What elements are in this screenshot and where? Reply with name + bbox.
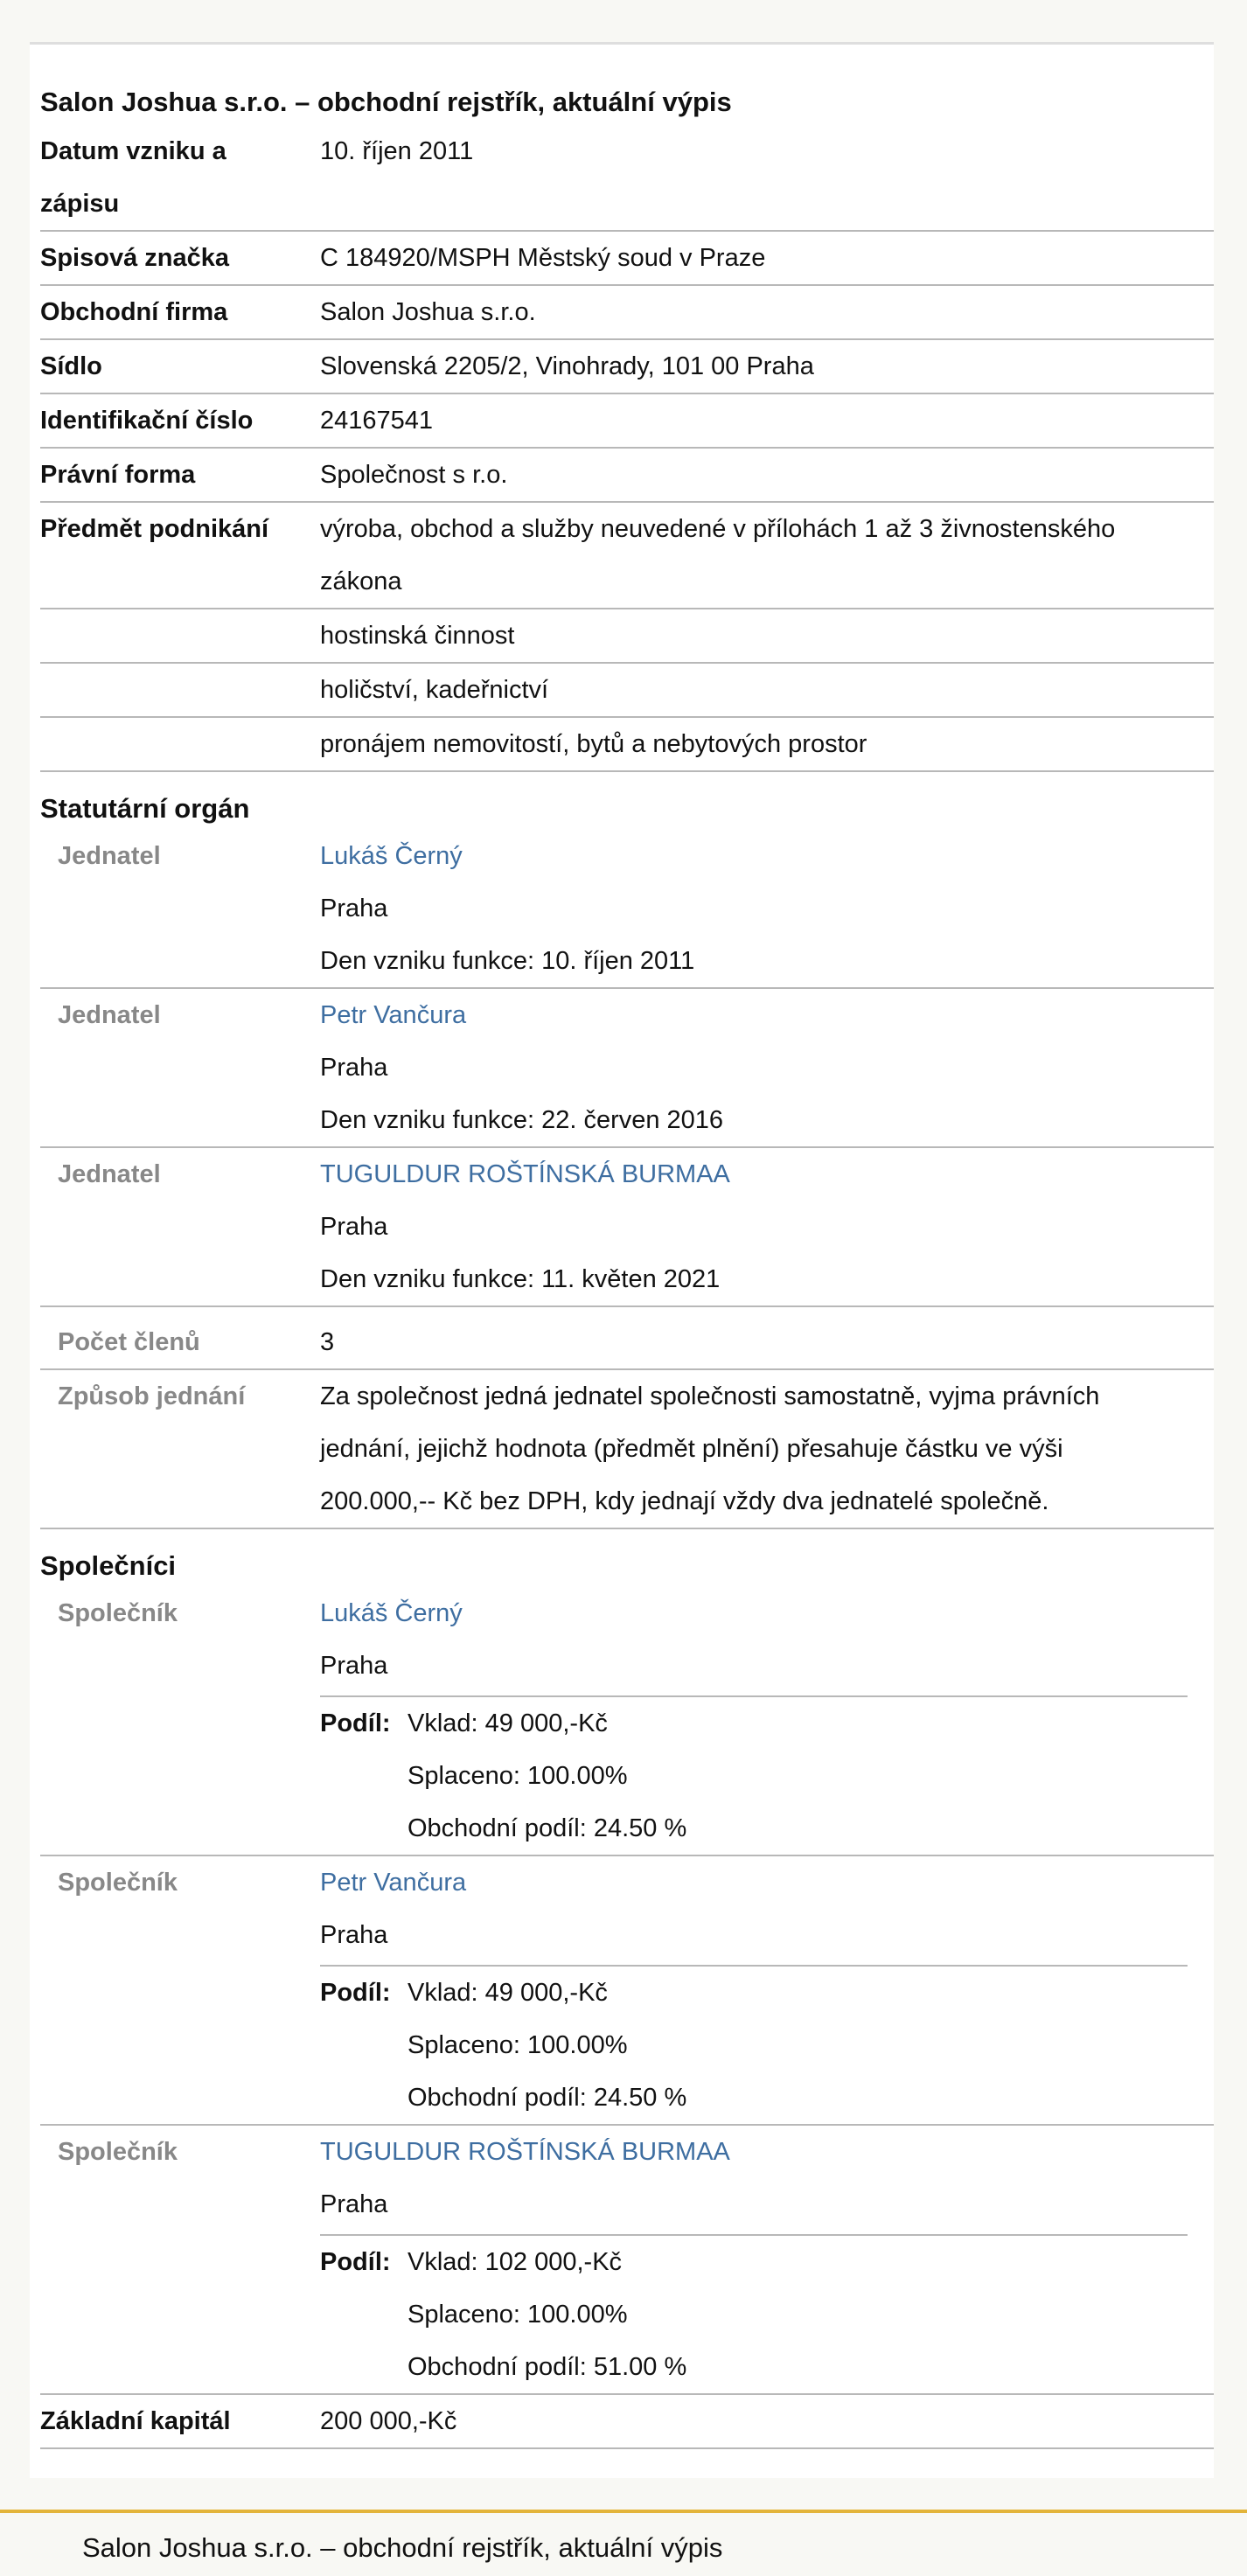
share-label: Podíl: bbox=[320, 2248, 391, 2276]
zpusob-jednani-line2: jednání, jejichž hodnota (předmět plnění) přesahuje částku ve výši bbox=[320, 1435, 1063, 1463]
share-vklad: Vklad: 49 000,-Kč bbox=[408, 1709, 608, 1737]
value-spisova-znacka: C 184920/MSPH Městský soud v Praze bbox=[320, 244, 766, 272]
value-predmet-3: holičství, kadeřnictví bbox=[320, 676, 549, 704]
share-vklad: Vklad: 102 000,-Kč bbox=[408, 2248, 623, 2276]
label-obchodni-firma: Obchodní firma bbox=[40, 298, 228, 326]
value-sidlo: Slovenská 2205/2, Vinohrady, 101 00 Praha bbox=[320, 352, 814, 380]
share-podil: Obchodní podíl: 51.00 % bbox=[408, 2353, 687, 2381]
statutar-details bbox=[320, 989, 1214, 1146]
spolecnik-2 bbox=[40, 1856, 1214, 2126]
share-box bbox=[320, 1965, 1188, 2124]
person-since: Den vzniku funkce: 11. květen 2021 bbox=[320, 1265, 721, 1293]
share-box bbox=[320, 1695, 1188, 1855]
label-pravni-forma: Právní forma bbox=[40, 461, 196, 489]
person-since: Den vzniku funkce: 10. říjen 2011 bbox=[320, 947, 695, 975]
statutar-details bbox=[320, 830, 1214, 987]
section-statutarni-organ: Statutární orgán bbox=[40, 793, 250, 824]
share-splaceno: Splaceno: 100.00% bbox=[408, 1762, 628, 1790]
spolecnik-1 bbox=[40, 1587, 1214, 1856]
person-link[interactable]: Lukáš Černý bbox=[320, 842, 463, 870]
value-predmet-1-line2: zákona bbox=[320, 567, 402, 595]
register-extract-card bbox=[30, 45, 1214, 2478]
person-city: Praha bbox=[320, 895, 388, 922]
label-datum-vzniku bbox=[40, 125, 320, 230]
share-splaceno: Splaceno: 100.00% bbox=[408, 2031, 628, 2059]
spolecnik-role: Společník bbox=[58, 1869, 178, 1897]
spolecnik-role: Společník bbox=[58, 1599, 178, 1627]
row-pocet-clenu bbox=[40, 1307, 1214, 1370]
statutar-details bbox=[320, 1148, 1214, 1305]
spolecnik-3 bbox=[40, 2126, 1214, 2395]
label-predmet: Předmět podnikání bbox=[40, 515, 269, 543]
footer-title: Salon Joshua s.r.o. – obchodní rejstřík, aktuální výpis bbox=[82, 2532, 723, 2563]
statutar-member-3 bbox=[40, 1148, 1214, 1307]
register-extract-content bbox=[40, 45, 1214, 2449]
row-obchodni-firma bbox=[40, 286, 1214, 340]
share-label: Podíl: bbox=[320, 1709, 391, 1737]
value-obchodni-firma: Salon Joshua s.r.o. bbox=[320, 298, 536, 326]
share-values bbox=[408, 1967, 1188, 2124]
statutar-role: Jednatel bbox=[58, 1001, 161, 1029]
footer-divider bbox=[0, 2510, 1247, 2513]
statutar-role: Jednatel bbox=[58, 1160, 161, 1188]
statutar-role: Jednatel bbox=[58, 842, 161, 870]
label-sidlo: Sídlo bbox=[40, 352, 102, 380]
person-link[interactable]: TUGULDUR ROŠTÍNSKÁ BURMAA bbox=[320, 2138, 730, 2166]
label-predmet-empty bbox=[40, 609, 320, 662]
row-spisova-znacka bbox=[40, 232, 1214, 286]
person-city: Praha bbox=[320, 1652, 388, 1680]
label-predmet-empty bbox=[40, 718, 320, 770]
label-datum-vzniku-line2: zápisu bbox=[40, 190, 120, 218]
label-spisova-znacka: Spisová značka bbox=[40, 244, 229, 272]
label-predmet-empty bbox=[40, 664, 320, 716]
section-spolecnici: Společníci bbox=[40, 1550, 177, 1581]
row-zakladni-kapital bbox=[40, 2395, 1214, 2449]
row-datum-vzniku bbox=[40, 125, 1214, 232]
person-city: Praha bbox=[320, 1213, 388, 1241]
spolecnik-details bbox=[320, 1587, 1214, 1855]
row-predmet-3 bbox=[40, 664, 1214, 718]
label-zakladni-kapital: Základní kapitál bbox=[40, 2407, 231, 2435]
page-title: Salon Joshua s.r.o. – obchodní rejstřík, aktuální výpis bbox=[40, 87, 732, 117]
row-predmet-1 bbox=[40, 503, 1214, 609]
value-predmet-1-line1: výroba, obchod a služby neuvedené v přílohách 1 až 3 živnostenského bbox=[320, 515, 1116, 543]
label-pocet-clenu: Počet členů bbox=[58, 1328, 200, 1356]
share-box bbox=[320, 2234, 1188, 2393]
label-datum-vzniku-line1: Datum vzniku a bbox=[40, 137, 226, 165]
share-podil: Obchodní podíl: 24.50 % bbox=[408, 1814, 687, 1842]
row-predmet-2 bbox=[40, 609, 1214, 664]
spolecnik-role: Společník bbox=[58, 2138, 178, 2166]
person-city: Praha bbox=[320, 1054, 388, 1082]
value-zakladni-kapital: 200 000,-Kč bbox=[320, 2407, 457, 2435]
value-datum-vzniku: 10. říjen 2011 bbox=[320, 137, 474, 165]
spolecnik-details bbox=[320, 2126, 1214, 2393]
person-link[interactable]: Petr Vančura bbox=[320, 1869, 467, 1897]
value-pravni-forma: Společnost s r.o. bbox=[320, 461, 508, 489]
value-zpusob-jednani bbox=[320, 1370, 1214, 1528]
share-podil: Obchodní podíl: 24.50 % bbox=[408, 2084, 687, 2112]
value-predmet-2: hostinská činnost bbox=[320, 622, 515, 650]
row-ico bbox=[40, 394, 1214, 449]
person-link[interactable]: TUGULDUR ROŠTÍNSKÁ BURMAA bbox=[320, 1160, 730, 1188]
share-values bbox=[408, 2236, 1188, 2393]
spolecnik-details bbox=[320, 1856, 1214, 2124]
value-predmet-1 bbox=[320, 503, 1214, 608]
person-link[interactable]: Petr Vančura bbox=[320, 1001, 467, 1029]
person-since: Den vzniku funkce: 22. červen 2016 bbox=[320, 1106, 724, 1134]
value-ico: 24167541 bbox=[320, 407, 434, 435]
zpusob-jednani-line1: Za společnost jedná jednatel společnosti samostatně, vyjma právních bbox=[320, 1382, 1100, 1410]
row-zpusob-jednani bbox=[40, 1370, 1214, 1529]
label-zpusob-jednani: Způsob jednání bbox=[58, 1382, 246, 1410]
statutar-member-2 bbox=[40, 989, 1214, 1148]
person-link[interactable]: Lukáš Černý bbox=[320, 1599, 463, 1627]
share-splaceno: Splaceno: 100.00% bbox=[408, 2301, 628, 2329]
row-predmet-4 bbox=[40, 718, 1214, 772]
share-vklad: Vklad: 49 000,-Kč bbox=[408, 1979, 608, 2007]
person-city: Praha bbox=[320, 2190, 388, 2218]
statutar-member-1 bbox=[40, 830, 1214, 989]
row-pravni-forma bbox=[40, 449, 1214, 503]
share-values bbox=[408, 1697, 1188, 1855]
value-predmet-4: pronájem nemovitostí, bytů a nebytových prostor bbox=[320, 730, 867, 758]
row-sidlo bbox=[40, 340, 1214, 394]
value-pocet-clenu: 3 bbox=[320, 1328, 335, 1356]
person-city: Praha bbox=[320, 1921, 388, 1949]
share-label: Podíl: bbox=[320, 1979, 391, 2007]
label-ico: Identifikační číslo bbox=[40, 407, 254, 435]
zpusob-jednani-line3: 200.000,-- Kč bez DPH, kdy jednají vždy dva jednatelé společně. bbox=[320, 1487, 1049, 1515]
